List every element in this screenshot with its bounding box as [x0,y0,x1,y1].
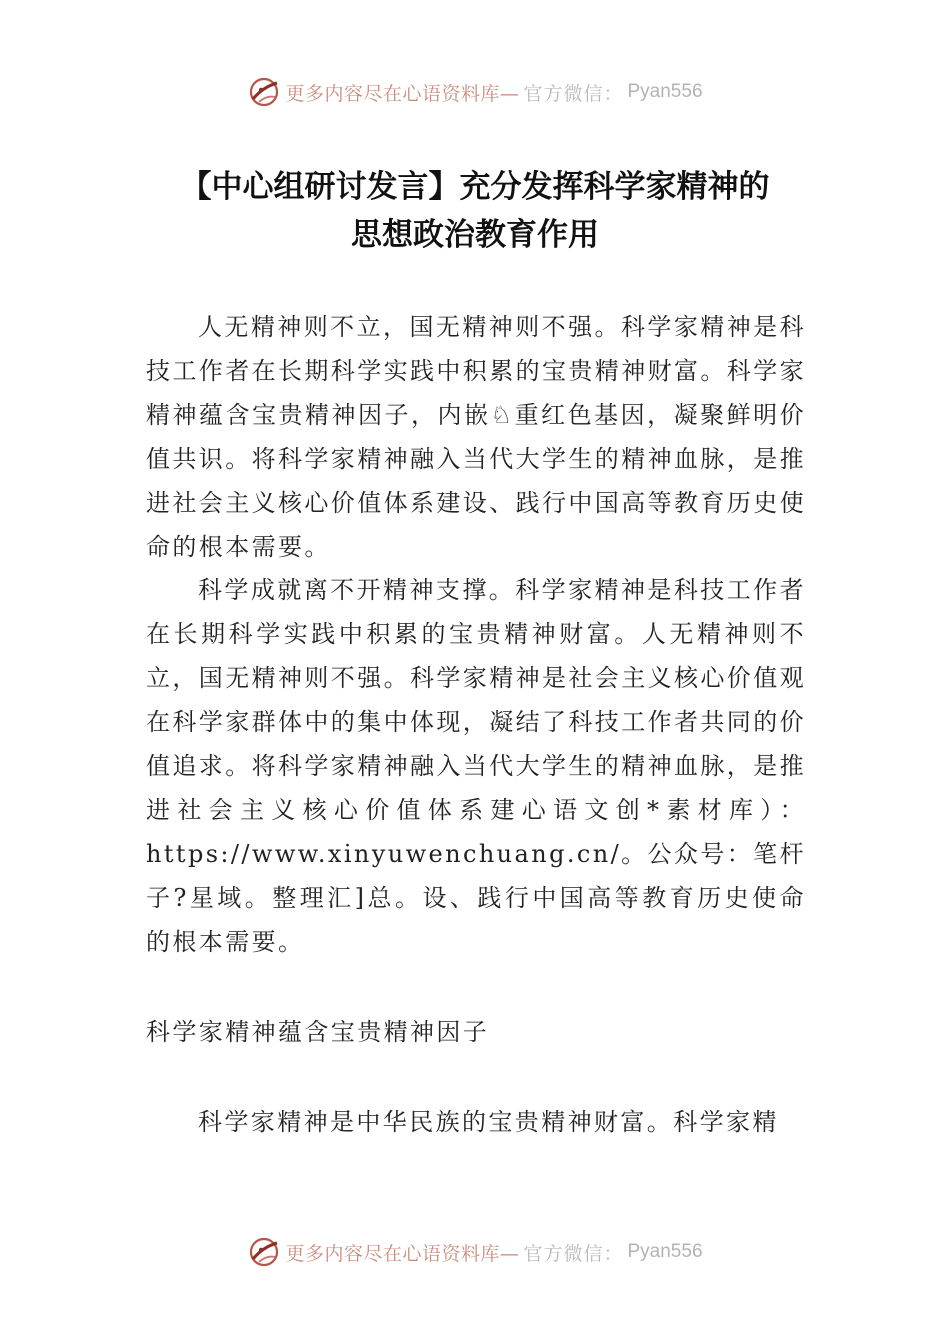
banner-wechat-label: 官方微信： [523,1242,624,1265]
brand-logo-icon [247,75,281,109]
header-banner [0,72,950,112]
brand-logo-icon [247,1235,281,1269]
paragraph-3: 科学家精神是中华民族的宝贵精神财富。科学家精 [198,1108,779,1136]
section-heading: 科学家精神蕴含宝贵精神因子 [146,1018,490,1046]
page-title [100,163,850,259]
footer-banner [0,1232,950,1272]
page-title-line-1: 【中心组研讨发言】充分发挥科学家精神的 [180,169,770,205]
banner-wechat-id: Pyan556 [627,1241,703,1262]
banner-wechat-id: Pyan556 [627,81,703,102]
banner-text: 更多内容尽在心语资料库— [285,1242,520,1265]
paragraph-2: 科学成就离不开精神支撑。科学家精神是科技工作者在长期科学实践中积累的宝贵精神财富。人无精神则不立，国无精神则不强。科学家精神是社会主义核心价值观在科学家群体中的集中体现，凝结了科技工作者共同的价值追求。将科学家精神融入当代大学生的精神血脉，是推进社会主义核心价值体系建心语文创*素材库）：https://www.xinyuwenchuang.cn/。公众号：笔杆子?星域。整理汇]总。设、践行中国高等教育历史使命的根本需要。 [146,576,806,956]
banner-text: 更多内容尽在心语资料库— [285,82,520,105]
paragraph-1: 人无精神则不立，国无精神则不强。科学家精神是科技工作者在长期科学实践中积累的宝贵精神财富。科学家精神蕴含宝贵精神因子，内嵌♘重红色基因，凝聚鲜明价值共识。将科学家精神融入当代大学生的精神血脉，是推进社会主义核心价值体系建设、践行中国高等教育历史使命的根本需要。 [146,313,806,561]
page-title-line-2: 思想政治教育作用 [351,217,599,253]
banner-wechat-label: 官方微信： [523,82,624,105]
